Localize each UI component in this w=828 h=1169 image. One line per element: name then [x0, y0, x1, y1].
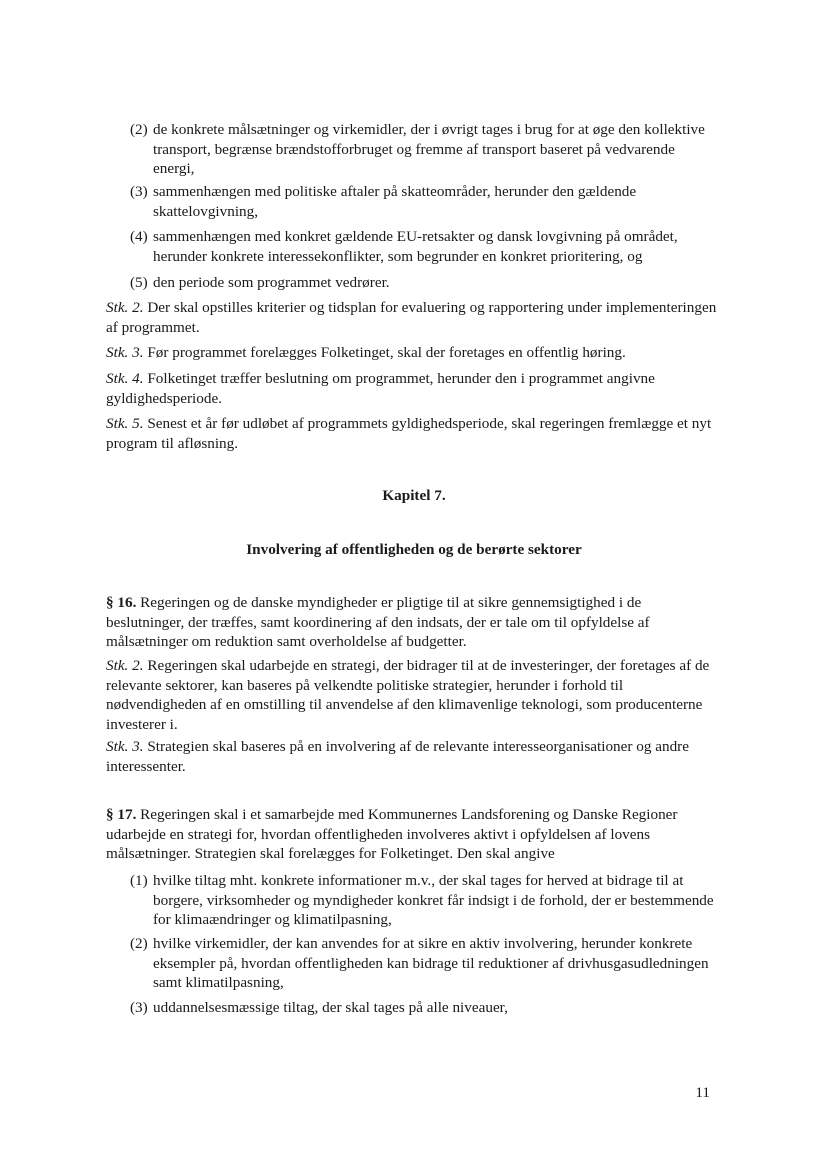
stk-label: Stk. 3. [106, 738, 144, 755]
list-item-text: hvilke tiltag mht. konkrete informationer m.v., der skal tages for herved at bidrage til at borgere, virksomheder og myndigheder konkret får indsigt i de forhold, der er bestemmende for klimaændringer og klimatilpasning, [153, 872, 714, 928]
list-item-number: (3) [130, 999, 148, 1016]
list-item-number: (2) [130, 935, 148, 952]
stk-label: Stk. 5. [106, 415, 144, 432]
stk-label: Stk. 3. [106, 344, 144, 361]
list-item [130, 934, 720, 993]
list-item-text: sammenhængen med politiske aftaler på skatteområder, herunder den gældende skattelovgivning, [153, 183, 637, 220]
list-item [130, 182, 720, 221]
list-item-text: uddannelsesmæssige tiltag, der skal tages på alle niveauer, [153, 999, 508, 1016]
list-item-number: (4) [130, 228, 148, 245]
stk-label: Stk. 2. [106, 299, 144, 316]
list-item-text: sammenhængen med konkret gældende EU-retsakter og dansk lovgivning på området, herunder konkrete interessekonflikter, som begrunder en konkret prioritering, og [153, 228, 678, 265]
stk-text: Folketinget træffer beslutning om programmet, herunder den i programmet angivne gyldighedsperiode. [106, 370, 655, 407]
section-16-paragraph [106, 593, 718, 652]
stk-paragraph [106, 343, 718, 363]
stk-text: Regeringen skal udarbejde en strategi, der bidrager til at de investeringer, der foretages af de relevante sektorer, kan baseres på velkendte politiske strategier, herunder i forhold til nødvendigheden af en omstilling til anvendelse af den klimavenlige teknologi, som producenterne investerer i. [106, 657, 710, 733]
stk-label: Stk. 4. [106, 370, 144, 387]
chapter-title: Kapitel 7. [382, 487, 446, 504]
stk-text: Senest et år før udløbet af programmets gyldighedsperiode, skal regeringen fremlægge et nyt program til afløsning. [106, 415, 712, 452]
stk-paragraph [106, 298, 718, 337]
list-item-text: den periode som programmet vedrører. [153, 274, 390, 291]
stk-paragraph [106, 737, 718, 776]
stk-text: Der skal opstilles kriterier og tidsplan for evaluering og rapportering under implementeringen af programmet. [106, 299, 717, 336]
stk-label: Stk. 2. [106, 657, 144, 674]
stk-paragraph [106, 414, 718, 453]
stk-paragraph [106, 656, 718, 734]
section-mark: § 16. [106, 594, 137, 611]
stk-paragraph [106, 369, 718, 408]
list-item-number: (2) [130, 121, 148, 138]
list-item-text: de konkrete målsætninger og virkemidler, der i øvrigt tages i brug for at øge den kollektive transport, begrænse brændstofforbruget og fremme af transport baseret på vedvarende energi, [153, 121, 705, 177]
section-17-paragraph [106, 805, 718, 864]
stk-text: Strategien skal baseres på en involvering af de relevante interesseorganisationer og andre interessenter. [106, 738, 689, 775]
list-item [130, 227, 720, 266]
chapter-subtitle: Involvering af offentligheden og de berørte sektorer [246, 541, 582, 558]
list-item [130, 998, 720, 1018]
list-item [130, 273, 720, 293]
list-item [130, 871, 720, 930]
list-item-number: (3) [130, 183, 148, 200]
page-number: 11 [695, 1084, 710, 1101]
section-text: Regeringen skal i et samarbejde med Kommunernes Landsforening og Danske Regioner udarbejde en strategi for, hvordan offentligheden involveres aktivt i opfyldelsen af lovens målsætninger. Strategien skal forelægges for Folketinget. Den skal angive [106, 806, 678, 862]
stk-text: Før programmet forelægges Folketinget, skal der foretages en offentlig høring. [143, 344, 626, 361]
section-text: Regeringen og de danske myndigheder er pligtige til at sikre gennemsigtighed i de beslutninger, der træffes, samt koordinering af den indsats, der er tale om til opfyldelse af målsætninger om reduktion samt overholdelse af budgetter. [106, 594, 650, 650]
list-item [130, 120, 720, 179]
list-item-text: hvilke virkemidler, der kan anvendes for at sikre en aktiv involvering, herunder konkrete eksempler på, hvordan offentligheden kan bidrage til reduktioner af drivhusgasudledningen samt klimatilpasning, [153, 935, 709, 991]
list-item-number: (5) [130, 274, 148, 291]
list-item-number: (1) [130, 872, 148, 889]
section-mark: § 17. [106, 806, 137, 823]
